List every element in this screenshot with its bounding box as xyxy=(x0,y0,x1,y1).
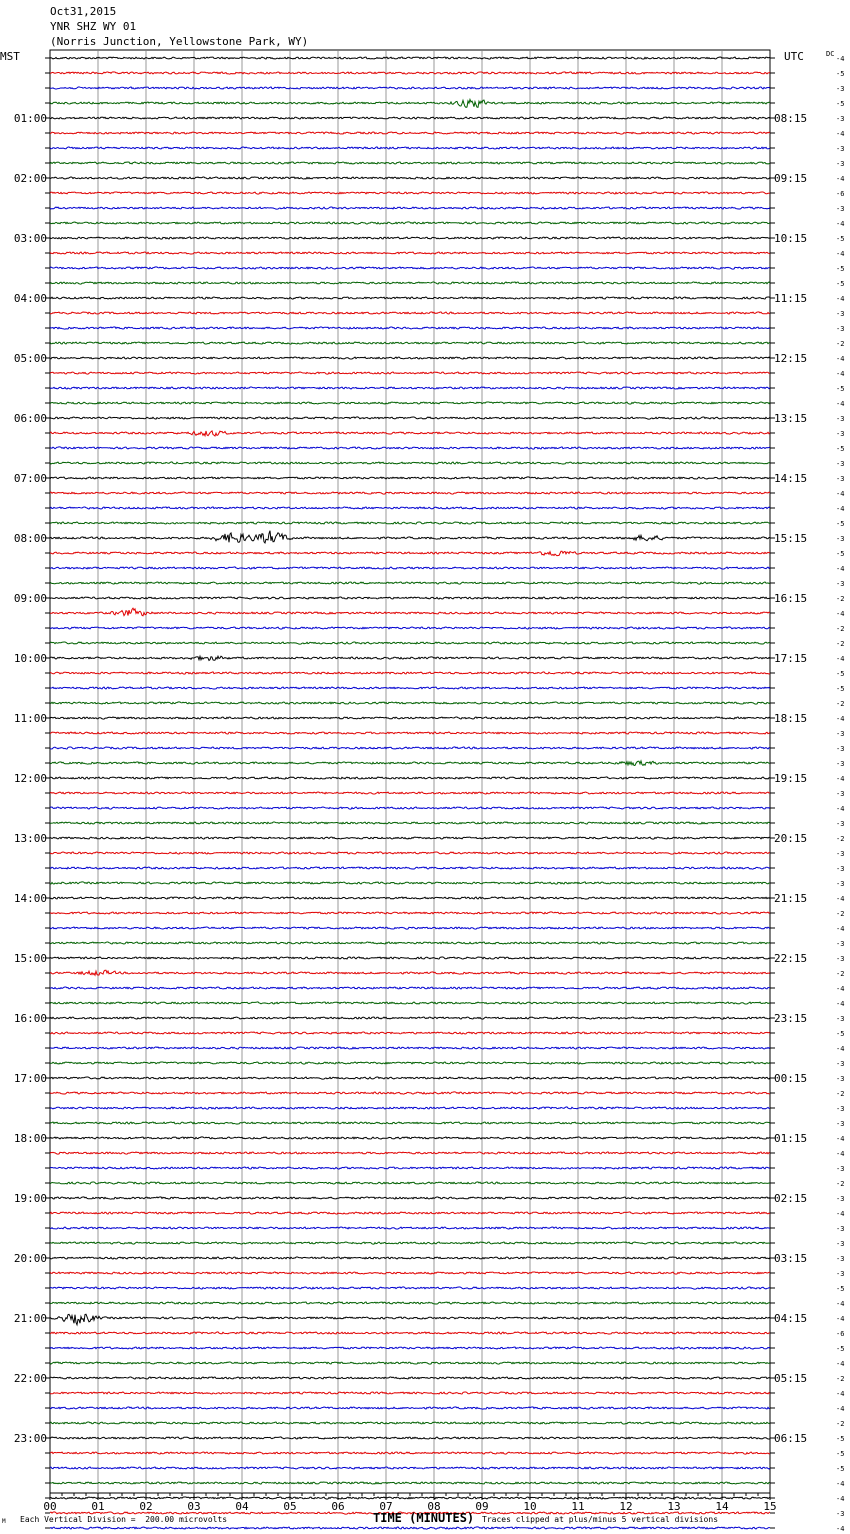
left-hour-label: 06:00 xyxy=(13,412,47,425)
trace-row xyxy=(50,1152,770,1154)
dc-offset-label: -2 xyxy=(836,595,845,603)
trace-row xyxy=(50,132,770,134)
dc-offset-label: -4 xyxy=(836,1390,845,1398)
right-hour-label: 17:15 xyxy=(774,652,808,665)
dc-offset-label: -4 xyxy=(836,1495,845,1503)
trace-layer xyxy=(50,57,770,1534)
dc-offset-label: -4 xyxy=(836,130,845,138)
left-hour-label: 09:00 xyxy=(13,592,47,605)
dc-offset-label: -5 xyxy=(836,520,845,528)
dc-offset-label: -3 xyxy=(836,115,845,123)
trace-row xyxy=(50,1212,770,1214)
dc-offset-label: -3 xyxy=(836,1510,845,1518)
trace-row xyxy=(50,147,770,149)
left-axis-title: MST xyxy=(0,50,20,63)
right-hour-label: 09:15 xyxy=(774,172,808,185)
trace-row xyxy=(50,807,770,809)
x-tick-label: 04 xyxy=(235,1500,249,1513)
dc-offset-label: -2 xyxy=(836,910,845,918)
trace-row xyxy=(50,912,770,914)
left-hour-label: 05:00 xyxy=(13,352,47,365)
dc-offset-label: -3 xyxy=(836,790,845,798)
trace-row xyxy=(50,1002,770,1004)
dc-offset-label: -5 xyxy=(836,670,845,678)
dc-offset-label: -5 xyxy=(836,385,845,393)
dc-offset-label: -3 xyxy=(836,310,845,318)
dc-offset-label: -4 xyxy=(836,1210,845,1218)
dc-offset-label: -3 xyxy=(836,430,845,438)
dc-offset-label: -5 xyxy=(836,1345,845,1353)
right-hour-label: 10:15 xyxy=(774,232,808,245)
trace-row xyxy=(50,1422,770,1424)
dc-offset-label: -4 xyxy=(836,55,845,63)
scale-note: Each Vertical Division = 200.00 microvolts xyxy=(20,1515,228,1524)
station-label: YNR SHZ WY 01 xyxy=(50,20,137,33)
dc-offset-label: -5 xyxy=(836,280,845,288)
dc-offset-label: -5 xyxy=(836,235,845,243)
trace-row xyxy=(50,1122,770,1124)
trace-row xyxy=(50,342,770,344)
trace-row xyxy=(50,252,770,254)
trace-row xyxy=(50,531,770,543)
x-tick-label: 11 xyxy=(571,1500,585,1513)
x-tick-label: 05 xyxy=(283,1500,297,1513)
trace-row xyxy=(50,267,770,269)
trace-row xyxy=(50,687,770,689)
trace-row xyxy=(50,1047,770,1049)
dc-offset-label: -4 xyxy=(836,175,845,183)
left-hour-label: 01:00 xyxy=(13,112,47,125)
dc-offset-label: -3 xyxy=(836,580,845,588)
x-tick-label: 00 xyxy=(43,1500,57,1513)
left-hour-label: 20:00 xyxy=(13,1252,47,1265)
left-hour-label: 11:00 xyxy=(13,712,47,725)
dc-offset-label: -6 xyxy=(836,1330,845,1338)
trace-row xyxy=(50,1197,770,1199)
trace-row xyxy=(50,1017,770,1019)
trace-row xyxy=(50,117,770,119)
left-hour-label: 02:00 xyxy=(13,172,47,185)
dc-offset-label: -4 xyxy=(836,505,845,513)
trace-row xyxy=(50,1437,770,1439)
dc-offset-label: -3 xyxy=(836,955,845,963)
trace-row xyxy=(50,927,770,929)
trace-row xyxy=(50,882,770,884)
dc-offset-label: -3 xyxy=(836,145,845,153)
trace-row xyxy=(50,1107,770,1109)
trace-row xyxy=(50,837,770,839)
trace-row xyxy=(50,402,770,404)
dc-offset-label: -3 xyxy=(836,160,845,168)
dc-offset-label: -3 xyxy=(836,1225,845,1233)
left-hour-label: 21:00 xyxy=(13,1312,47,1325)
right-hour-label: 12:15 xyxy=(774,352,808,365)
trace-row xyxy=(50,237,770,239)
dc-offset-label: -4 xyxy=(836,1480,845,1488)
dc-offset-label: -3 xyxy=(836,535,845,543)
dc-offset-label: -5 xyxy=(836,1465,845,1473)
x-tick-label: 14 xyxy=(715,1500,729,1513)
dc-offset-label: -3 xyxy=(836,1255,845,1263)
trace-row xyxy=(50,897,770,899)
trace-row xyxy=(50,1167,770,1169)
right-hour-label: 22:15 xyxy=(774,952,808,965)
trace-row xyxy=(50,987,770,989)
right-hour-label: 23:15 xyxy=(774,1012,808,1025)
dc-offset-label: -3 xyxy=(836,940,845,948)
trace-row xyxy=(50,1332,770,1334)
trace-row xyxy=(50,1092,770,1094)
dc-offset-label: -4 xyxy=(836,490,845,498)
right-hour-label: 11:15 xyxy=(774,292,808,305)
trace-row xyxy=(50,192,770,194)
trace-row xyxy=(50,656,770,660)
right-hour-label: 08:15 xyxy=(774,112,808,125)
trace-row xyxy=(50,72,770,74)
dc-offset-label: -4 xyxy=(836,805,845,813)
corner-mark: M xyxy=(2,1518,6,1525)
dc-offset-label: -5 xyxy=(836,100,845,108)
trace-row xyxy=(50,1077,770,1079)
dc-offset-label: -3 xyxy=(836,415,845,423)
dc-offset-label: -4 xyxy=(836,400,845,408)
right-hour-label: 16:15 xyxy=(774,592,808,605)
right-hour-label: 05:15 xyxy=(774,1372,808,1385)
left-hour-label: 10:00 xyxy=(13,652,47,665)
dc-offset-label: -4 xyxy=(836,775,845,783)
dc-offset-label: -2 xyxy=(836,835,845,843)
dc-offset-label: -4 xyxy=(836,1360,845,1368)
right-hour-label: 02:15 xyxy=(774,1192,808,1205)
trace-row xyxy=(50,357,770,359)
trace-row xyxy=(50,100,770,108)
x-tick-label: 13 xyxy=(667,1500,681,1513)
left-hour-label: 23:00 xyxy=(13,1432,47,1445)
dc-offset-label: -2 xyxy=(836,625,845,633)
dc-offset-label: -4 xyxy=(836,565,845,573)
dc-offset-label: -3 xyxy=(836,880,845,888)
trace-row xyxy=(50,372,770,374)
dc-offset-label: -2 xyxy=(836,970,845,978)
trace-row xyxy=(50,792,770,794)
dc-offset-label: -4 xyxy=(836,1150,845,1158)
dc-offset-label: -4 xyxy=(836,1315,845,1323)
dc-offset-label: -3 xyxy=(836,865,845,873)
x-tick-label: 01 xyxy=(91,1500,105,1513)
trace-row xyxy=(50,672,770,674)
left-hour-label: 18:00 xyxy=(13,1132,47,1145)
trace-row xyxy=(50,417,770,419)
grid-layer xyxy=(45,50,775,1534)
left-hour-label: 04:00 xyxy=(13,292,47,305)
x-axis-label: TIME (MINUTES) xyxy=(373,1511,475,1525)
trace-row xyxy=(50,462,770,464)
trace-row xyxy=(50,1302,770,1304)
x-tick-label: 07 xyxy=(379,1500,393,1513)
trace-row xyxy=(50,1137,770,1139)
trace-row xyxy=(50,297,770,299)
location-label: (Norris Junction, Yellowstone Park, WY) xyxy=(50,35,309,48)
dc-offset-label: -6 xyxy=(836,190,845,198)
trace-row xyxy=(50,957,770,959)
trace-row xyxy=(50,1467,770,1469)
x-tick-label: 12 xyxy=(619,1500,633,1513)
left-hour-label: 07:00 xyxy=(13,472,47,485)
trace-row xyxy=(50,777,770,779)
trace-row xyxy=(50,1482,770,1484)
trace-row xyxy=(50,162,770,164)
dc-offset-label: -4 xyxy=(836,1135,845,1143)
dc-offset-label: -3 xyxy=(836,745,845,753)
dc-offset-label: -5 xyxy=(836,1450,845,1458)
trace-row xyxy=(50,1242,770,1244)
dc-offset-label: -4 xyxy=(836,370,845,378)
dc-offset-label: -3 xyxy=(836,1015,845,1023)
dc-offset-label: -4 xyxy=(836,250,845,258)
dc-offset-label: -3 xyxy=(836,85,845,93)
dc-offset-label: -2 xyxy=(836,1180,845,1188)
dc-offset-label: -4 xyxy=(836,220,845,228)
dc-offset-label: -3 xyxy=(836,1270,845,1278)
trace-row xyxy=(50,761,770,766)
trace-row xyxy=(50,1527,770,1529)
dc-offset-label: -3 xyxy=(836,1165,845,1173)
right-hour-label: 19:15 xyxy=(774,772,808,785)
right-hour-label: 13:15 xyxy=(774,412,808,425)
dc-offset-label: -3 xyxy=(836,1075,845,1083)
trace-row xyxy=(50,1032,770,1034)
dc-offset-label: -4 xyxy=(836,655,845,663)
trace-row xyxy=(50,1287,770,1289)
label-layer xyxy=(14,55,845,1534)
right-hour-label: 06:15 xyxy=(774,1432,808,1445)
trace-row xyxy=(50,222,770,224)
x-tick-label: 02 xyxy=(139,1500,153,1513)
dc-offset-label: -4 xyxy=(836,925,845,933)
trace-row xyxy=(50,1257,770,1259)
dc-offset-label: -2 xyxy=(836,1375,845,1383)
dc-offset-label: -3 xyxy=(836,1120,845,1128)
trace-row xyxy=(50,852,770,854)
left-hour-label: 08:00 xyxy=(13,532,47,545)
trace-row xyxy=(50,1227,770,1229)
dc-offset-label: -4 xyxy=(836,1525,845,1533)
dc-offset-label: -3 xyxy=(836,1060,845,1068)
trace-row xyxy=(50,282,770,284)
dc-offset-label: -4 xyxy=(836,985,845,993)
trace-row xyxy=(50,1407,770,1409)
x-tick-label: 15 xyxy=(763,1500,777,1513)
dc-offset-label: -3 xyxy=(836,1195,845,1203)
right-hour-label: 04:15 xyxy=(774,1312,808,1325)
dc-offset-label: -5 xyxy=(836,1435,845,1443)
dc-offset-label: -2 xyxy=(836,1090,845,1098)
trace-row xyxy=(50,1347,770,1349)
trace-row xyxy=(50,642,770,644)
x-tick-label: 03 xyxy=(187,1500,201,1513)
dc-offset-label: -3 xyxy=(836,1240,845,1248)
trace-row xyxy=(50,507,770,509)
dc-offset-label: -5 xyxy=(836,70,845,78)
trace-row xyxy=(50,1272,770,1274)
dc-offset-label: -5 xyxy=(836,1030,845,1038)
trace-row xyxy=(50,177,770,179)
left-hour-label: 16:00 xyxy=(13,1012,47,1025)
trace-row xyxy=(50,312,770,314)
dc-offset-label: -3 xyxy=(836,850,845,858)
left-hour-label: 19:00 xyxy=(13,1192,47,1205)
dc-offset-label: -2 xyxy=(836,1420,845,1428)
trace-row xyxy=(50,492,770,494)
left-hour-label: 14:00 xyxy=(13,892,47,905)
trace-row xyxy=(50,1314,770,1325)
x-tick-label: 09 xyxy=(475,1500,489,1513)
trace-row xyxy=(50,1392,770,1394)
left-hour-label: 12:00 xyxy=(13,772,47,785)
dc-title: DC xyxy=(826,50,835,58)
trace-row xyxy=(50,608,770,616)
plot-frame xyxy=(50,50,770,1493)
dc-offset-label: -5 xyxy=(836,445,845,453)
x-tick-label: 08 xyxy=(427,1500,441,1513)
trace-row xyxy=(50,970,770,975)
x-tick-label: 06 xyxy=(331,1500,345,1513)
trace-row xyxy=(50,627,770,629)
trace-row xyxy=(50,732,770,734)
x-tick-label: 10 xyxy=(523,1500,537,1513)
dc-offset-label: -4 xyxy=(836,355,845,363)
dc-offset-label: -3 xyxy=(836,730,845,738)
dc-offset-label: -5 xyxy=(836,1285,845,1293)
right-hour-label: 00:15 xyxy=(774,1072,808,1085)
trace-row xyxy=(50,867,770,869)
dc-offset-label: -3 xyxy=(836,205,845,213)
dc-offset-label: -2 xyxy=(836,340,845,348)
dc-offset-label: -4 xyxy=(836,1045,845,1053)
right-hour-label: 20:15 xyxy=(774,832,808,845)
date-label: Oct31,2015 xyxy=(50,5,117,18)
dc-offset-label: -3 xyxy=(836,460,845,468)
trace-row xyxy=(50,567,770,569)
trace-row xyxy=(50,522,770,524)
right-hour-label: 03:15 xyxy=(774,1252,808,1265)
clip-note: Traces clipped at plus/minus 5 vertical divisions xyxy=(482,1515,719,1524)
dc-offset-label: -3 xyxy=(836,820,845,828)
left-hour-label: 17:00 xyxy=(13,1072,47,1085)
dc-offset-label: -3 xyxy=(836,325,845,333)
dc-offset-label: -4 xyxy=(836,1000,845,1008)
right-hour-label: 14:15 xyxy=(774,472,808,485)
dc-offset-label: -4 xyxy=(836,1405,845,1413)
dc-offset-label: -3 xyxy=(836,760,845,768)
dc-offset-label: -4 xyxy=(836,895,845,903)
trace-row xyxy=(50,702,770,704)
trace-row xyxy=(50,477,770,479)
right-axis-title: UTC xyxy=(784,50,804,63)
dc-offset-label: -4 xyxy=(836,1300,845,1308)
dc-offset-label: -5 xyxy=(836,265,845,273)
trace-row xyxy=(50,387,770,389)
right-hour-label: 15:15 xyxy=(774,532,808,545)
left-hour-label: 22:00 xyxy=(13,1372,47,1385)
right-hour-label: 01:15 xyxy=(774,1132,808,1145)
trace-row xyxy=(50,717,770,719)
right-hour-label: 21:15 xyxy=(774,892,808,905)
dc-offset-label: -2 xyxy=(836,700,845,708)
trace-row xyxy=(50,327,770,329)
dc-offset-label: -3 xyxy=(836,1105,845,1113)
left-hour-label: 03:00 xyxy=(13,232,47,245)
trace-row xyxy=(50,822,770,824)
dc-offset-label: -2 xyxy=(836,640,845,648)
trace-row xyxy=(50,1377,770,1379)
trace-row xyxy=(50,431,770,436)
left-hour-label: 13:00 xyxy=(13,832,47,845)
trace-row xyxy=(50,1182,770,1184)
trace-row xyxy=(50,1362,770,1364)
dc-offset-label: -5 xyxy=(836,685,845,693)
dc-offset-label: -3 xyxy=(836,475,845,483)
trace-row xyxy=(50,582,770,584)
trace-row xyxy=(50,942,770,944)
dc-offset-label: -4 xyxy=(836,295,845,303)
dc-offset-label: -4 xyxy=(836,610,845,618)
trace-row xyxy=(50,207,770,209)
trace-row xyxy=(50,597,770,599)
trace-row xyxy=(50,551,770,555)
trace-row xyxy=(50,1497,770,1499)
trace-row xyxy=(50,87,770,89)
dc-offset-label: -5 xyxy=(836,550,845,558)
trace-row xyxy=(50,1062,770,1064)
trace-row xyxy=(50,1452,770,1454)
trace-row xyxy=(50,447,770,449)
trace-row xyxy=(50,57,770,59)
right-hour-label: 18:15 xyxy=(774,712,808,725)
left-hour-label: 15:00 xyxy=(13,952,47,965)
trace-row xyxy=(50,747,770,749)
dc-offset-label: -4 xyxy=(836,715,845,723)
